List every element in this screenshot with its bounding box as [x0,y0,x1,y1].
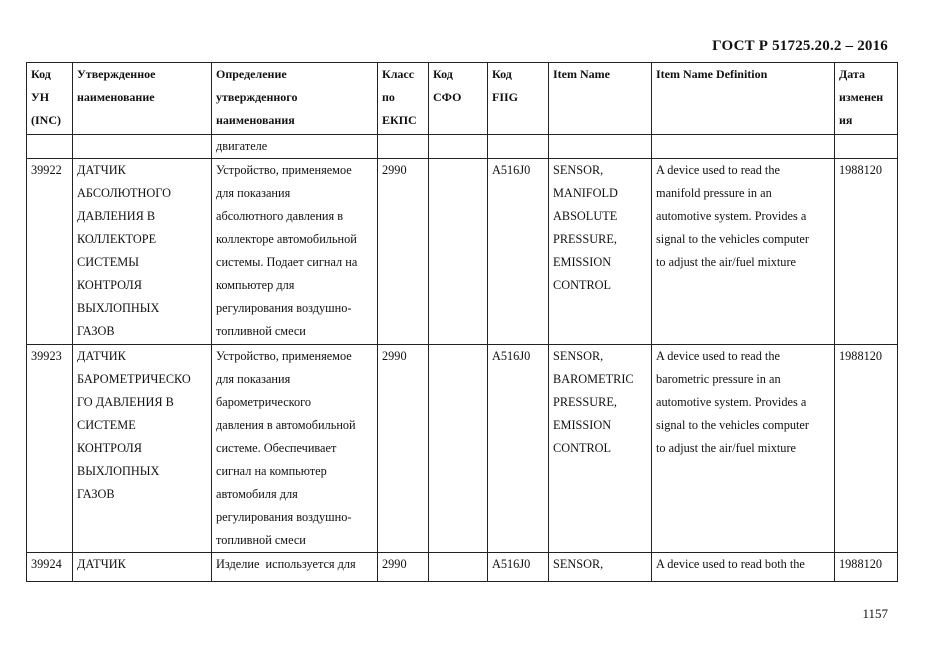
nomenclature-table [26,62,898,582]
sfo-cell [429,553,488,582]
date-cell: 1988120 [835,159,898,345]
fiig-cell: A516J0 [488,345,549,553]
fiig-cell: A516J0 [488,553,549,582]
header-approved-name: Утвержденное наименование [73,63,212,135]
table-row [27,553,898,582]
inc-cell: 39924 [27,553,73,582]
item-name-cell: SENSOR, MANIFOLD ABSOLUTE PRESSURE, EMISSION CONTROL [549,159,652,345]
definition-cell: Устройство, применяемое для показания абсолютного давления в коллекторе автомобильной системы. Подает сигнал на компьютер для регулирования воздушно- топливной смеси [212,159,378,345]
class-cell: 2990 [378,345,429,553]
definition-cell: Изделие используется для [212,553,378,582]
table-row-continuation [27,135,898,159]
header-sfo: Код СФО [429,63,488,135]
approved-name-cell: ДАТЧИК [73,553,212,582]
item-definition-cell: A device used to read both the [652,553,835,582]
header-inc: Код УН (INC) [27,63,73,135]
header-definition: Определение утвержденного наименования [212,63,378,135]
approved-name-cell: ДАТЧИК БАРОМЕТРИЧЕСКО ГО ДАВЛЕНИЯ В СИСТЕМЕ КОНТРОЛЯ ВЫХЛОПНЫХ ГАЗОВ [73,345,212,553]
item-definition-cell: A device used to read the manifold pressure in an automotive system. Provides a signal to the vehicles computer to adjust the air/fuel mixture [652,159,835,345]
inc-cell: 39923 [27,345,73,553]
definition-cell: Устройство, применяемое для показания барометрического давления в автомобильной системе. Обеспечивает сигнал на компьютер автомобиля для регулирования воздушно- топливной смеси [212,345,378,553]
date-cell: 1988120 [835,345,898,553]
header-change-date: Дата изменен ия [835,63,898,135]
item-name-cell: SENSOR, [549,553,652,582]
definition-cell: двигателе [212,135,378,159]
header-fiig: Код FIIG [488,63,549,135]
class-cell: 2990 [378,553,429,582]
header-item-name-definition: Item Name Definition [652,63,835,135]
header-item-name: Item Name [549,63,652,135]
document-standard-code: ГОСТ Р 51725.20.2 – 2016 [712,38,888,54]
item-definition-cell: A device used to read the barometric pressure in an automotive system. Provides a signal to the vehicles computer to adjust the air/fuel mixture [652,345,835,553]
page-number: 1157 [862,606,888,621]
table-row [27,345,898,553]
approved-name-cell: ДАТЧИК АБСОЛЮТНОГО ДАВЛЕНИЯ В КОЛЛЕКТОРЕ СИСТЕМЫ КОНТРОЛЯ ВЫХЛОПНЫХ ГАЗОВ [73,159,212,345]
table-row [27,159,898,345]
sfo-cell [429,345,488,553]
sfo-cell [429,159,488,345]
table-header-row [27,63,898,135]
date-cell: 1988120 [835,553,898,582]
class-cell: 2990 [378,159,429,345]
inc-cell: 39922 [27,159,73,345]
item-name-cell: SENSOR, BAROMETRIC PRESSURE, EMISSION CONTROL [549,345,652,553]
header-class: Класс по ЕКПС [378,63,429,135]
fiig-cell: A516J0 [488,159,549,345]
